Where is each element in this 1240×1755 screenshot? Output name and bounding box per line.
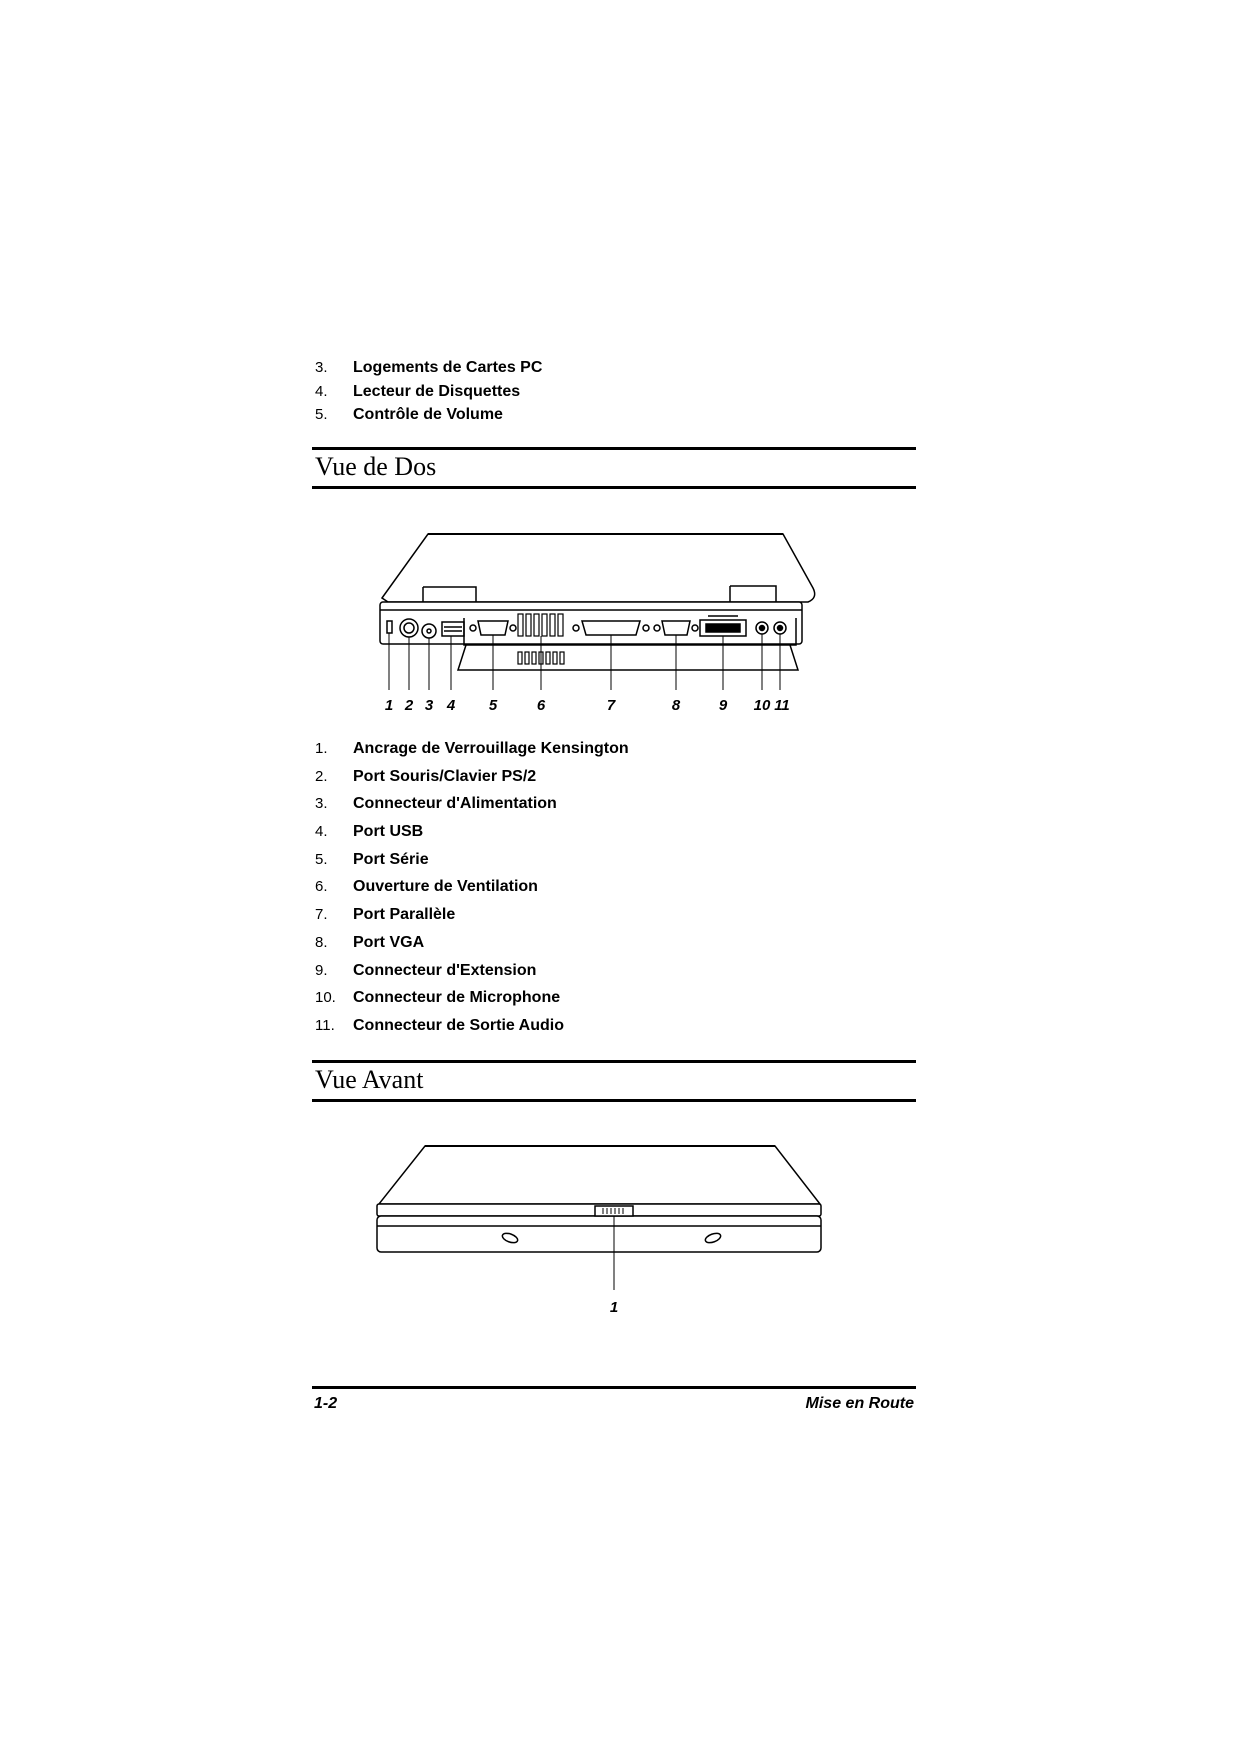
item-number: 5. [315, 406, 328, 424]
callout-label: 9 [718, 697, 728, 714]
item-label: Connecteur d'Alimentation [353, 795, 557, 813]
item-label: Logements de Cartes PC [353, 359, 543, 376]
callout-label: 11 [774, 697, 790, 714]
back-view-illustration [378, 530, 858, 720]
callout-label: 1 [609, 1299, 619, 1316]
section-header-front-view [312, 1060, 916, 1102]
item-number: 5. [315, 850, 328, 868]
item-number: 10. [315, 989, 336, 1007]
callout-label: 8 [671, 697, 681, 714]
item-label: Port Série [353, 850, 429, 868]
item-number: 6. [315, 878, 328, 896]
item-number: 4. [315, 382, 328, 400]
item-label: Port Parallèle [353, 906, 456, 924]
callout-label: 2 [404, 697, 414, 714]
item-number: 3. [315, 359, 328, 376]
front-view-illustration [375, 1142, 855, 1322]
item-label: Connecteur d'Extension [353, 961, 537, 979]
item-label: Ancrage de Verrouillage Kensington [353, 740, 629, 757]
section-header-back-view [312, 447, 916, 489]
callout-label: 7 [606, 697, 616, 714]
item-number: 7. [315, 906, 328, 924]
item-label: Contrôle de Volume [353, 406, 503, 424]
item-label: Port USB [353, 823, 424, 841]
item-label: Lecteur de Disquettes [353, 382, 521, 400]
item-label: Connecteur de Microphone [353, 989, 561, 1007]
callout-label: 5 [488, 697, 498, 714]
chapter-title: Mise en Route [805, 1395, 914, 1412]
callout-label: 6 [536, 697, 546, 714]
callout-label: 3 [424, 697, 434, 714]
section-title: Vue Avant [315, 1065, 424, 1094]
item-number: 8. [315, 933, 328, 951]
item-number: 1. [315, 740, 328, 757]
page-number: 1-2 [314, 1395, 338, 1412]
callout-label: 10 [753, 697, 771, 714]
page-footer [312, 1386, 916, 1419]
item-number: 3. [315, 795, 328, 813]
item-number: 9. [315, 961, 328, 979]
item-label: Port VGA [353, 933, 425, 951]
callout-label: 1 [384, 697, 394, 714]
section-title: Vue de Dos [315, 452, 437, 481]
item-label: Connecteur de Sortie Audio [353, 1016, 564, 1034]
callout-label: 4 [446, 697, 456, 714]
item-label: Port Souris/Clavier PS/2 [353, 767, 537, 785]
item-number: 4. [315, 823, 328, 841]
item-number: 11. [315, 1016, 335, 1034]
item-number: 2. [315, 767, 328, 785]
item-label: Ouverture de Ventilation [353, 878, 538, 896]
